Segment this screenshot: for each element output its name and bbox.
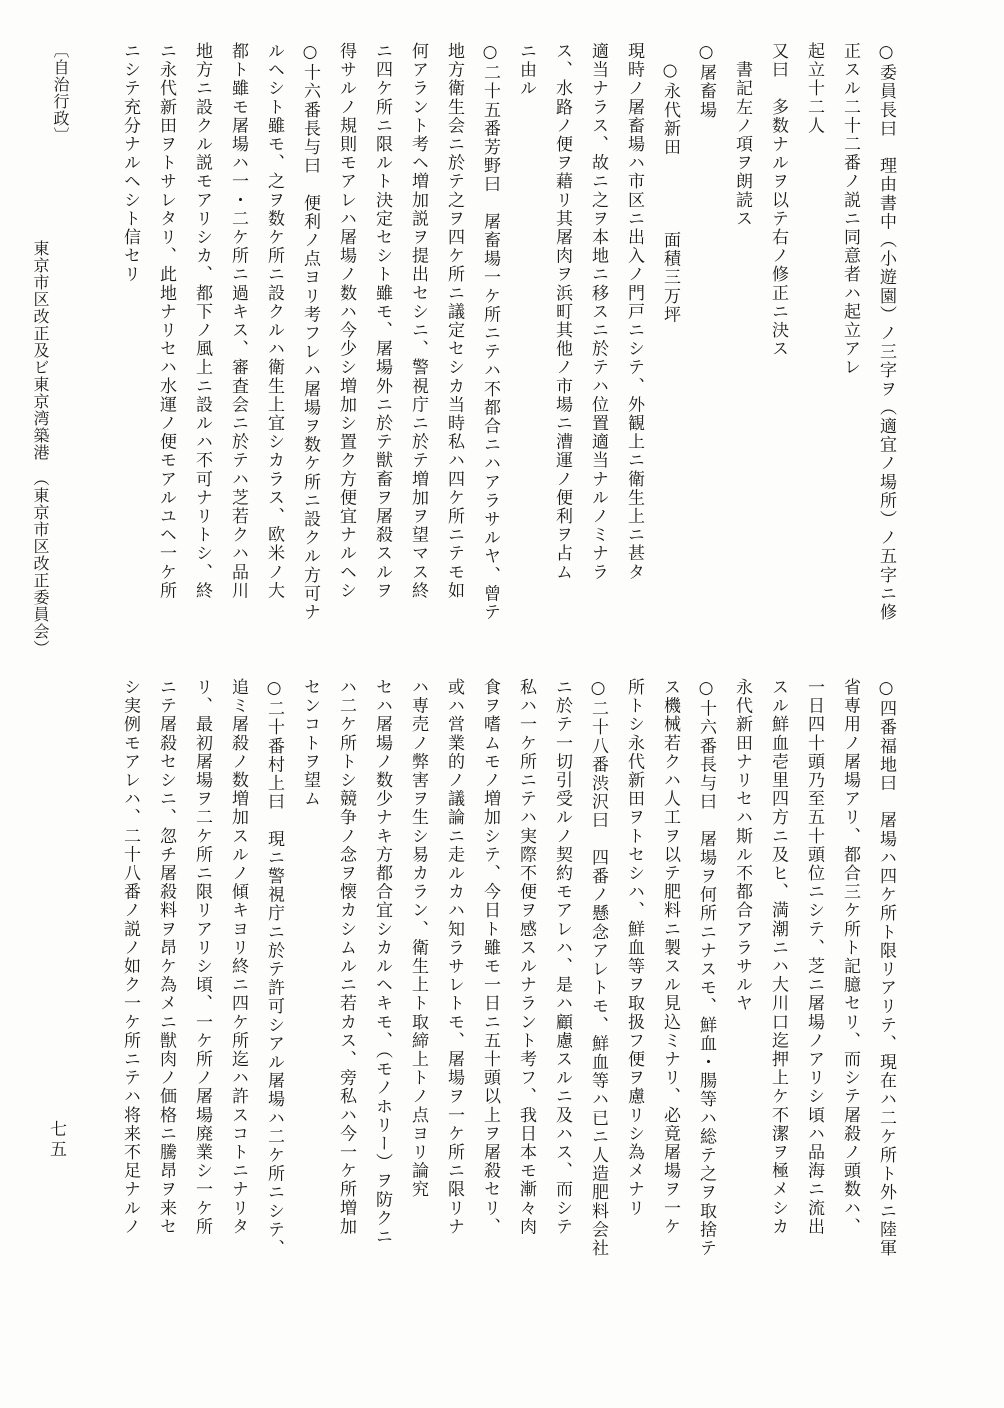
text-column: ○二十八番渋沢曰 四番ノ懸念アレトモ、鮮血等ハ已ニ人造肥料会社 [588, 678, 608, 1258]
text-column: ○四番福地曰 屠場ハ四ケ所ト限リアリテ、現在ハ二ケ所ト外ニ陸軍 [876, 678, 896, 1258]
text-column: ニ於テ一切引受ルノ契約モアレハ、是ハ顧慮スルニ及ハス、而シテ [552, 678, 572, 1236]
text-column: ハ二ケ所トシ競争ノ念ヲ懐カシムルニ若カス、旁私ハ今一ケ所増加 [336, 678, 356, 1236]
text-column: ○委員長曰 理由書中（小遊園）ノ三字ヲ（適宜ノ場所）ノ五字ニ修 [876, 42, 896, 622]
text-column: 得サルノ規則モアレハ屠場ノ数ハ今少シ増加シ置ク方便宜ナルヘシ [336, 42, 356, 600]
page-number: 七五 [46, 1120, 66, 1160]
text-column: ○永代新田 面積三万坪 [660, 42, 680, 324]
upper-text-block [94, 42, 904, 642]
text-column: 一日四十頭乃至五十頭位ニシテ、芝ニ屠場ノアリシ頃ハ品海ニ流出 [804, 678, 824, 1236]
text-column: ニシテ充分ナルヘシト信セリ [120, 42, 140, 284]
lower-text-block [94, 678, 904, 1278]
text-column: 私ハ一ケ所ニテハ実際不便ヲ感スルナラント考フ、我日本モ漸々肉 [516, 678, 536, 1236]
text-column: 又曰 多数ナルヲ以テ右ノ修正ニ決ス [768, 42, 788, 359]
text-column: シ実例モアレハ、二十八番ノ説ノ如ク一ケ所ニテハ将来不足ナルノ [120, 678, 140, 1236]
text-column: ○十六番長与曰 屠場ヲ何所ニナスモ、鮮血・腸等ハ総テ之ヲ取捨テ [696, 678, 716, 1258]
text-column: 適当ナラス、故ニ之ヲ本地ニ移スニ於テハ位置適当ナルノミナラ [588, 42, 608, 582]
text-column: センコトヲ望ム [300, 678, 320, 809]
text-column: ○二十番村上曰 現ニ警視庁ニ於テ許可シアル屠場ハ二ケ所ニシテ、 [264, 678, 284, 1258]
text-column: 或ハ営業的ノ議論ニ走ルカハ知ラサレトモ、屠場ヲ一ケ所ニ限リナ [444, 678, 464, 1236]
text-column: 起立十二人 [804, 42, 824, 135]
text-column: ニ由ル [516, 42, 536, 98]
text-column: 地方ニ設クル説モアリシカ、都下ノ風上ニ設ルハ不可ナリトシ、終 [192, 42, 212, 600]
text-column: 食ヲ嗜ムモノ増加シテ、今日ト雖モ一日ニ五十頭以上ヲ屠殺セリ、 [480, 678, 500, 1236]
text-column: 所トシ永代新田ヲトセシハ、鮮血等ヲ取扱フ便ヲ慮リシ為メナリ [624, 678, 644, 1218]
text-column: 省専用ノ屠場アリ、都合三ケ所ト記臆セリ、而シテ屠殺ノ頭数ハ、 [840, 678, 860, 1236]
text-column: 何アラント考ヘ増加説ヲ提出セシニ、警視庁ニ於テ増加ヲ望マス終 [408, 42, 428, 600]
text-column: ス、水路ノ便ヲ藉リ其屠肉ヲ浜町其他ノ市場ニ漕運ノ便利ヲ占ム [552, 42, 572, 582]
text-column: ルヘシト雖モ、之ヲ数ケ所ニ設クルハ衛生上宜シカラス、欧米ノ大 [264, 42, 284, 600]
text-column: 永代新田ナリセハ斯ル不都合アラサルヤ [732, 678, 752, 1013]
text-column: ニ永代新田ヲトサレタリ、此地ナリセハ水運ノ便モアルユヘ一ケ所 [156, 42, 176, 600]
text-column: ○屠畜場 [696, 42, 716, 120]
text-column: 地方衛生会ニ於テ之ヲ四ケ所ニ議定セシカ当時私ハ四ケ所ニテモ如 [444, 42, 464, 600]
text-column: ○二十五番芳野曰 屠畜場一ケ所ニテハ不都合ニハアラサルヤ、曾テ [480, 42, 500, 622]
text-column: ○十六番長与曰 便利ノ点ヨリ考フレハ屠場ヲ数ケ所ニ設クル方可ナ [300, 42, 320, 622]
text-column: ス機械若クハ人工ヲ以テ肥料ニ製スル見込ミナリ、必竟屠場ヲ一ケ [660, 678, 680, 1236]
series-label: 〔自治行政〕 [51, 42, 70, 144]
text-column: ニテ屠殺セシニ、忽チ屠殺料ヲ昂ケ為メニ獣肉ノ価格ニ騰昂ヲ来セ [156, 678, 176, 1236]
text-column: 追ミ屠殺ノ数増加スルノ傾キヨリ終ニ四ケ所迄ハ許スコトニナリタ [228, 678, 248, 1236]
text-column: ニ四ケ所ニ限ルト決定セシト雖モ、屠場外ニ於テ獣畜ヲ屠殺スルヲ [372, 42, 392, 600]
text-column: 現時ノ屠畜場ハ市区ニ出入ノ門戸ニシテ、外観上ニ衛生上ニ甚タ [624, 42, 644, 582]
text-column: リ、最初屠場ヲ二ケ所ニ限リアリシ頃、一ケ所ノ屠場廃業シ一ケ所 [192, 678, 212, 1236]
source-label: 東京市区改正及ビ東京湾築港 （東京市区改正委員会） [31, 240, 50, 657]
text-column: ハ専売ノ弊害ヲ生シ易カラン、衛生上ト取締上トノ点ヨリ論究 [408, 678, 428, 1199]
text-column: スル鮮血壱里四方ニ及ヒ、満潮ニハ大川口迄押上ケ不潔ヲ極メシカ [768, 678, 788, 1236]
text-column: セハ屠場ノ数少ナキ方都合宜シカルヘキモ、（モノホリー）ヲ防クニ [372, 678, 392, 1247]
text-column: 正スル二十二番ノ説ニ同意者ハ起立アレ [840, 42, 860, 377]
text-column: 書記左ノ項ヲ朗読ス [732, 42, 752, 228]
text-column: 都ト雖モ屠場ハ一・二ケ所ニ過キス、審査会ニ於テハ芝若クハ品川 [228, 42, 248, 600]
